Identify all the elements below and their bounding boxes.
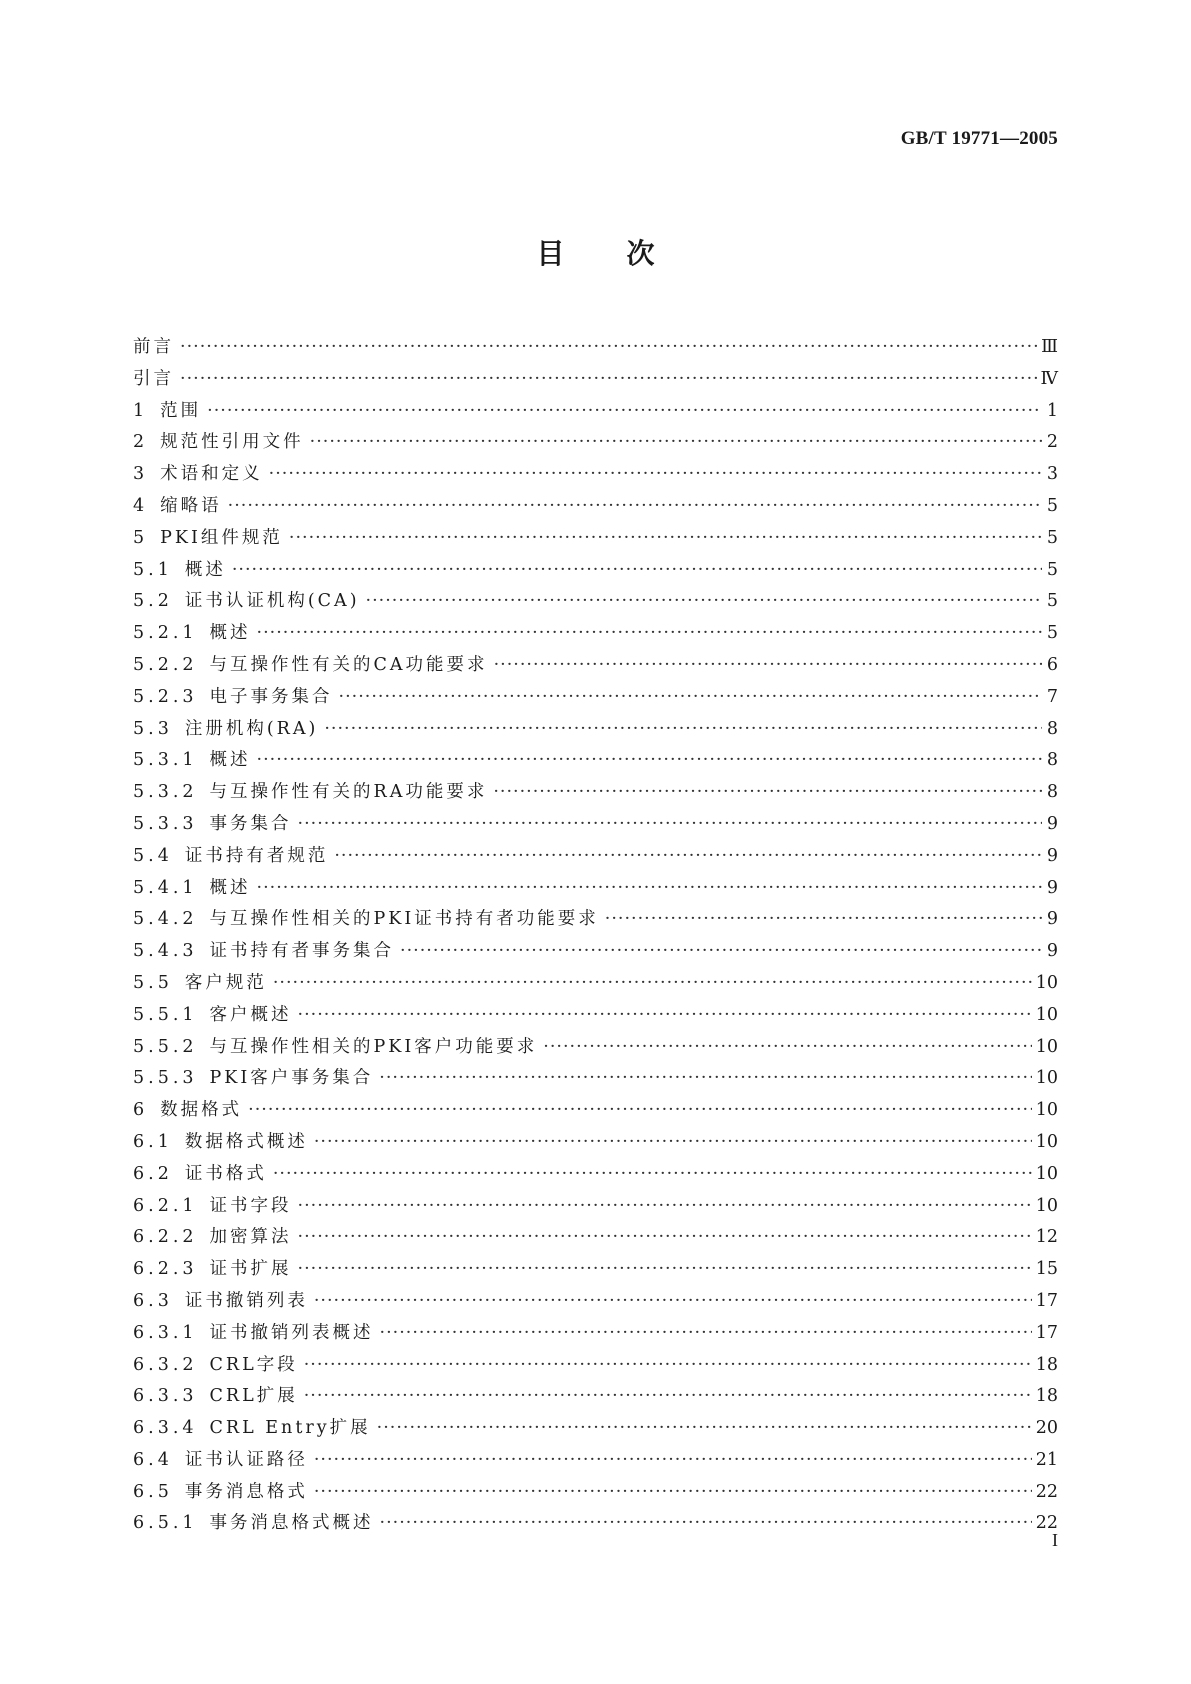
- toc-dot-leader: [298, 814, 1042, 834]
- toc-entry-title: 概述: [184, 559, 226, 580]
- toc-entry-page: 10: [1035, 1036, 1058, 1057]
- toc-entry-title: 电子事务集合: [209, 686, 333, 707]
- toc-entry-page: 7: [1046, 686, 1058, 707]
- toc-entry-title: 引言: [133, 368, 174, 389]
- toc-entry-number: 6.3.2: [133, 1354, 198, 1375]
- toc-entry-title: 证书字段: [209, 1195, 292, 1216]
- toc-entry-page: 6: [1046, 654, 1058, 675]
- toc-entry[interactable]: [133, 365, 1058, 397]
- toc-entry-page: 12: [1035, 1227, 1058, 1248]
- toc-entry[interactable]: [133, 524, 1058, 556]
- toc-entry[interactable]: [133, 1382, 1058, 1414]
- toc-dot-leader: [273, 973, 1032, 993]
- toc-entry-page: 9: [1046, 813, 1058, 834]
- toc-entry-number: 6: [133, 1100, 149, 1121]
- toc-entry[interactable]: [133, 651, 1058, 683]
- toc-entry[interactable]: [133, 1478, 1058, 1510]
- toc-entry-number: 3: [133, 464, 149, 485]
- toc-entry-title: 证书撤销列表: [184, 1290, 308, 1311]
- toc-entry-number: 6.2: [133, 1163, 173, 1184]
- toc-dot-leader: [304, 1386, 1032, 1406]
- toc-entry-title: 与互操作性有关的CA功能要求: [209, 654, 488, 675]
- toc-entry[interactable]: [133, 1192, 1058, 1224]
- toc-entry-title: PKI组件规范: [160, 527, 283, 548]
- toc-entry-number: 6.3.1: [133, 1322, 198, 1343]
- toc-entry-title: 事务消息格式概述: [209, 1513, 374, 1534]
- toc-dot-leader: [493, 782, 1042, 802]
- toc-entry[interactable]: [133, 1160, 1058, 1192]
- toc-entry-title: 事务集合: [209, 813, 292, 834]
- toc-entry-page: 22: [1035, 1513, 1058, 1534]
- toc-dot-leader: [269, 464, 1042, 484]
- toc-entry-title: 证书认证路径: [184, 1449, 308, 1470]
- toc-entry[interactable]: [133, 428, 1058, 460]
- toc-dot-leader: [380, 1323, 1032, 1343]
- toc-entry[interactable]: [133, 810, 1058, 842]
- toc-entry-page: 10: [1035, 1195, 1058, 1216]
- toc-entry-title: 客户概述: [209, 1004, 292, 1025]
- toc-dot-leader: [366, 591, 1042, 611]
- toc-dot-leader: [605, 909, 1042, 929]
- toc-entry-page: 5: [1046, 591, 1058, 612]
- toc-entry[interactable]: [133, 397, 1058, 429]
- toc-entry-page: 17: [1035, 1290, 1058, 1311]
- toc-entry-page: 8: [1046, 750, 1058, 771]
- toc-dot-leader: [494, 655, 1042, 675]
- toc-entry-title: 前言: [133, 337, 174, 357]
- toc-entry-page: 5: [1046, 495, 1058, 516]
- toc-entry-page: 18: [1035, 1354, 1058, 1375]
- toc-dot-leader: [232, 560, 1042, 580]
- toc-entry[interactable]: [133, 778, 1058, 810]
- toc-entry-title: 证书格式: [184, 1163, 267, 1184]
- toc-entry-number: 5.3.1: [133, 750, 198, 771]
- toc-entry-number: 5.2: [133, 591, 173, 612]
- toc-entry[interactable]: [133, 1287, 1058, 1319]
- toc-dot-leader: [314, 1291, 1032, 1311]
- toc-entry-title: 概述: [209, 877, 251, 898]
- toc-entry-page: 8: [1046, 782, 1058, 803]
- toc-entry-number: 5.4.1: [133, 877, 198, 898]
- toc-entry[interactable]: [133, 556, 1058, 588]
- toc-dot-leader: [257, 623, 1042, 643]
- toc-entry-title: 数据格式概述: [184, 1131, 308, 1152]
- toc-entry-page: 10: [1035, 1100, 1058, 1121]
- toc-entry-title: 证书持有者规范: [184, 845, 329, 866]
- toc-entry-title: 范围: [160, 400, 202, 421]
- toc-entry-title: 数据格式: [160, 1100, 243, 1121]
- toc-entry-title: PKI客户事务集合: [209, 1068, 374, 1089]
- toc-entry-number: 6.2.1: [133, 1195, 198, 1216]
- toc-entry-number: 5.3.3: [133, 813, 198, 834]
- toc-entry-title: CRL扩展: [209, 1386, 298, 1407]
- toc-entry[interactable]: [133, 874, 1058, 906]
- toc-entry-number: 5.2.1: [133, 623, 198, 644]
- toc-dot-leader: [180, 337, 1037, 357]
- toc-entry-number: 6.3.3: [133, 1386, 198, 1407]
- toc-entry-number: 6.2.2: [133, 1227, 198, 1248]
- toc-entry[interactable]: [133, 1128, 1058, 1160]
- toc-entry-title: CRL Entry扩展: [209, 1418, 371, 1439]
- toc-entry[interactable]: [133, 905, 1058, 937]
- toc-entry-number: 5.4.2: [133, 909, 198, 930]
- toc-entry[interactable]: [133, 1509, 1058, 1541]
- toc-entry[interactable]: [133, 746, 1058, 778]
- toc-dot-leader: [298, 1005, 1032, 1025]
- toc-entry-number: 5.1: [133, 559, 173, 580]
- toc-entry-title: 事务消息格式: [184, 1481, 308, 1502]
- toc-entry-title: 加密算法: [209, 1227, 292, 1248]
- toc-entry[interactable]: [133, 683, 1058, 715]
- toc-entry[interactable]: [133, 492, 1058, 524]
- toc-entry[interactable]: [133, 587, 1058, 619]
- toc-entry-number: 5.4.3: [133, 941, 198, 962]
- toc-entry-number: 5.3.2: [133, 782, 198, 803]
- toc-entry-number: 5.5.3: [133, 1068, 198, 1089]
- toc-entry-number: 1: [133, 400, 149, 421]
- toc-entry-page: 15: [1035, 1259, 1058, 1280]
- toc-entry-number: 6.1: [133, 1131, 173, 1152]
- toc-entry-title: 证书认证机构(CA): [184, 591, 360, 612]
- toc-dot-leader: [314, 1450, 1032, 1470]
- toc-entry[interactable]: [133, 969, 1058, 1001]
- toc-entry-page: 1: [1046, 400, 1058, 421]
- toc-entry-title: 证书扩展: [209, 1259, 292, 1280]
- toc-entry-page: 10: [1035, 1163, 1058, 1184]
- toc-entry[interactable]: [133, 1064, 1058, 1096]
- toc-entry[interactable]: [133, 842, 1058, 874]
- toc-dot-leader: [257, 750, 1042, 770]
- toc-entry-title: 规范性引用文件: [160, 432, 304, 453]
- toc-entry-page: 20: [1035, 1418, 1058, 1439]
- toc-entry[interactable]: [133, 937, 1058, 969]
- toc-entry-number: 5.2.2: [133, 654, 198, 675]
- toc-entry-page: Ⅳ: [1040, 368, 1058, 389]
- toc-entry[interactable]: [133, 460, 1058, 492]
- toc-entry-number: 5.2.3: [133, 686, 198, 707]
- toc-dot-leader: [298, 1196, 1032, 1216]
- toc-dot-leader: [334, 846, 1042, 866]
- toc-entry-number: 5.3: [133, 718, 173, 739]
- standard-number: GB/T 19771—2005: [900, 128, 1058, 149]
- toc-entry-number: 6.4: [133, 1449, 173, 1470]
- toc-entry-title: 与互操作性相关的PKI客户功能要求: [209, 1036, 538, 1057]
- toc-entry-number: 2: [133, 432, 149, 453]
- toc-entry-title: 术语和定义: [160, 464, 263, 485]
- toc-entry[interactable]: [133, 619, 1058, 651]
- toc-entry[interactable]: [133, 1255, 1058, 1287]
- toc-dot-leader: [228, 496, 1042, 516]
- toc-entry[interactable]: [133, 1446, 1058, 1478]
- toc-entry-title: 与互操作性相关的PKI证书持有者功能要求: [209, 909, 599, 930]
- toc-entry-page: 10: [1035, 1131, 1058, 1152]
- toc-entry-page: 21: [1035, 1449, 1058, 1470]
- toc-entry-page: 9: [1046, 877, 1058, 898]
- toc-entry-page: 10: [1035, 1004, 1058, 1025]
- toc-dot-leader: [314, 1132, 1032, 1152]
- toc-entry[interactable]: [133, 1001, 1058, 1033]
- toc-entry-number: 6.5.1: [133, 1513, 198, 1534]
- toc-entry-page: 17: [1035, 1322, 1058, 1343]
- toc-dot-leader: [339, 687, 1042, 707]
- toc-entry[interactable]: [133, 1351, 1058, 1383]
- toc-dot-leader: [314, 1482, 1032, 1502]
- toc-entry-title: 概述: [209, 623, 251, 644]
- toc-entry[interactable]: [133, 1033, 1058, 1065]
- toc-entry-page: 9: [1046, 845, 1058, 866]
- toc-entry-number: 5.5.2: [133, 1036, 198, 1057]
- toc-dot-leader: [543, 1037, 1031, 1057]
- toc-entry[interactable]: [133, 1223, 1058, 1255]
- toc-entry-number: 5: [133, 527, 149, 548]
- toc-entry-title: 注册机构(RA): [184, 718, 319, 739]
- toc-dot-leader: [400, 941, 1042, 961]
- toc-dot-leader: [310, 432, 1042, 452]
- toc-entry-page: 9: [1046, 941, 1058, 962]
- toc-entry-page: 9: [1046, 909, 1058, 930]
- toc-dot-leader: [257, 878, 1042, 898]
- toc-entry-title: 客户规范: [184, 972, 267, 993]
- toc-dot-leader: [324, 719, 1042, 739]
- toc-dot-leader: [180, 369, 1037, 389]
- toc-dot-leader: [248, 1100, 1032, 1120]
- toc-entry-number: 6.5: [133, 1481, 173, 1502]
- toc-entry-page: 22: [1035, 1481, 1058, 1502]
- toc-entry[interactable]: [133, 333, 1058, 365]
- toc-entry[interactable]: [133, 1096, 1058, 1128]
- toc-entry-page: 10: [1035, 1068, 1058, 1089]
- toc-entry[interactable]: [133, 1414, 1058, 1446]
- toc-entry-number: 5.5: [133, 972, 173, 993]
- table-of-contents: [133, 333, 1058, 1541]
- toc-entry-page: 8: [1046, 718, 1058, 739]
- toc-entry[interactable]: [133, 715, 1058, 747]
- toc-entry-title: 与互操作性有关的RA功能要求: [209, 782, 488, 803]
- toc-dot-leader: [273, 1164, 1032, 1184]
- toc-entry-number: 4: [133, 495, 149, 516]
- toc-dot-leader: [377, 1418, 1032, 1438]
- toc-entry-number: 5.4: [133, 845, 173, 866]
- toc-entry-page: 18: [1035, 1386, 1058, 1407]
- toc-entry-title: 缩略语: [160, 495, 222, 516]
- toc-entry[interactable]: [133, 1319, 1058, 1351]
- toc-dot-leader: [379, 1068, 1031, 1088]
- toc-entry-title: CRL字段: [209, 1354, 298, 1375]
- toc-entry-number: 6.2.3: [133, 1259, 198, 1280]
- toc-dot-leader: [289, 528, 1042, 548]
- toc-entry-page: 5: [1046, 623, 1058, 644]
- toc-dot-leader: [380, 1513, 1032, 1533]
- page-folio: I: [1052, 1530, 1058, 1550]
- page-title: 目次: [536, 237, 717, 270]
- toc-entry-title: 概述: [209, 750, 251, 771]
- toc-entry-page: 10: [1035, 972, 1058, 993]
- toc-dot-leader: [304, 1355, 1032, 1375]
- toc-entry-page: 3: [1046, 464, 1058, 485]
- toc-entry-page: 2: [1046, 432, 1058, 453]
- toc-entry-title: 证书持有者事务集合: [209, 941, 395, 962]
- toc-entry-page: Ⅲ: [1041, 337, 1058, 357]
- toc-entry-title: 证书撤销列表概述: [209, 1322, 374, 1343]
- toc-entry-number: 6.3.4: [133, 1418, 198, 1439]
- toc-dot-leader: [207, 401, 1042, 421]
- toc-entry-number: 5.5.1: [133, 1004, 198, 1025]
- toc-entry-number: 6.3: [133, 1290, 173, 1311]
- toc-dot-leader: [298, 1259, 1032, 1279]
- toc-dot-leader: [298, 1227, 1032, 1247]
- toc-entry-page: 5: [1046, 559, 1058, 580]
- toc-entry-page: 5: [1046, 527, 1058, 548]
